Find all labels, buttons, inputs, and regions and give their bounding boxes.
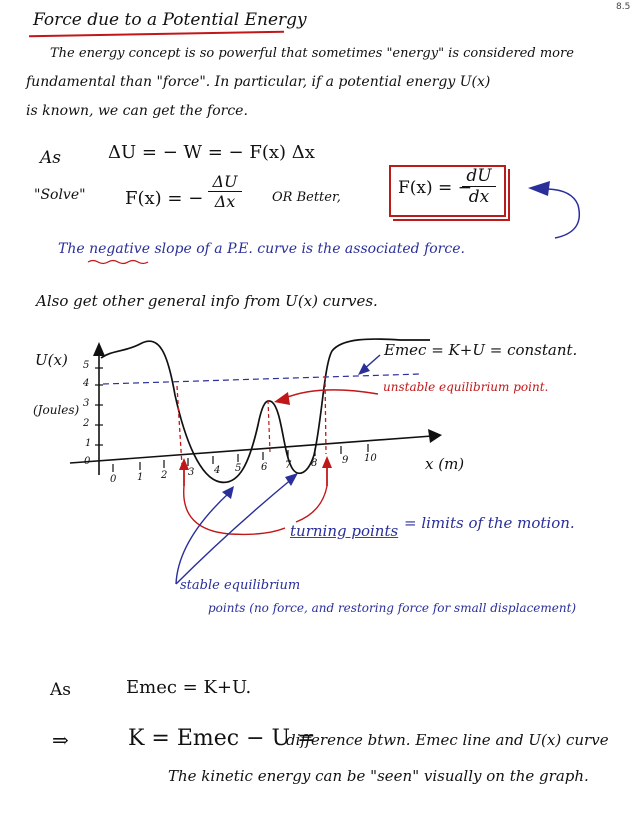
- stable-pointer-left: [176, 492, 230, 584]
- solve-denominator: Δx: [214, 192, 236, 211]
- x-axis-label: x (m): [425, 455, 465, 473]
- x-axis-arrowhead: [428, 429, 442, 443]
- y-tick-0: 0: [84, 456, 91, 467]
- unstable-point-dash: [268, 400, 270, 452]
- y-tick-2: 2: [83, 418, 90, 429]
- kinetic-visual-line: The kinetic energy can be "seen" visually on the graph.: [168, 767, 589, 785]
- as-label: As: [40, 148, 62, 168]
- implies-arrow: ⇒: [52, 728, 69, 752]
- y-tick-1: 1: [85, 438, 92, 449]
- y-tick-3: 3: [83, 398, 90, 409]
- x-tick-7: 7: [285, 460, 292, 471]
- emec-line: [103, 374, 420, 384]
- x-tick-1: 1: [137, 472, 144, 483]
- stable-label-line-1: stable equilibrium: [180, 578, 301, 593]
- page-number: 8.5: [616, 2, 631, 12]
- turning-right-connector: [296, 486, 327, 522]
- unstable-pointer: [285, 390, 378, 398]
- page-title: Force due to a Potential Energy: [33, 10, 307, 30]
- or-better-label: OR Better,: [272, 190, 341, 205]
- intro-line-2: fundamental than "force". In particular, if a potential energy U(x): [26, 74, 491, 90]
- turning-right-arrowhead: [322, 456, 332, 468]
- difference-text: difference btwn. Emec line and U(x) curve: [286, 731, 609, 749]
- turning-points-rest: = limits of the motion.: [404, 514, 575, 532]
- unstable-label: unstable equilibrium point.: [383, 380, 549, 394]
- y-axis-arrowhead: [93, 342, 105, 356]
- solve-numerator: ΔU: [208, 172, 242, 192]
- x-tick-0: 0: [110, 474, 117, 485]
- bottom-as-label: As: [50, 680, 72, 700]
- x-tick-2: 2: [161, 470, 168, 481]
- emec-label: Emec = K+U = constant.: [384, 341, 578, 359]
- slope-to-box-arrowhead: [528, 181, 550, 196]
- stable-right-arrowhead: [285, 473, 298, 486]
- intro-line-1: The energy concept is so powerful that sometimes "energy" is considered more: [50, 46, 574, 61]
- solve-equation-lhs: F(x) = −: [125, 188, 204, 209]
- x-tick-3: 3: [188, 467, 195, 478]
- y-tick-4: 4: [83, 378, 90, 389]
- x-tick-6: 6: [261, 462, 268, 473]
- intro-line-3: is known, we can get the force.: [26, 103, 248, 119]
- stable-label-line-2: points (no force, and restoring force for small displacement): [208, 601, 577, 615]
- boxed-denominator: dx: [468, 187, 490, 207]
- potential-energy-curve: [101, 339, 430, 482]
- turning-point-right-dash: [325, 376, 326, 454]
- boxed-numerator: dU: [462, 166, 496, 187]
- also-line: Also get other general info from U(x) curves.: [36, 292, 378, 310]
- y-tick-5: 5: [83, 360, 90, 371]
- unstable-pointer-arrowhead: [274, 392, 290, 405]
- boxed-equation-lhs: F(x) = −: [398, 178, 472, 198]
- slope-statement: The negative slope of a P.E. curve is the associated force.: [58, 241, 465, 257]
- turning-points-label: turning points: [290, 522, 399, 540]
- x-tick-5: 5: [235, 463, 242, 474]
- kinetic-equation: K = Emec − U =: [128, 726, 316, 751]
- work-equation: ΔU = − W = − F(x) Δx: [108, 142, 315, 163]
- x-tick-9: 9: [342, 455, 349, 466]
- solve-label: "Solve": [34, 187, 86, 203]
- x-tick-10: 10: [364, 453, 377, 464]
- slope-to-box-arrow: [548, 189, 579, 238]
- squiggle-underline: [88, 261, 148, 264]
- y-axis-label: U(x): [35, 351, 68, 369]
- x-tick-8: 8: [311, 458, 318, 469]
- y-units-label: (Joules): [33, 403, 80, 417]
- emec-equation: Emec = K+U.: [126, 677, 252, 698]
- x-tick-4: 4: [214, 465, 221, 476]
